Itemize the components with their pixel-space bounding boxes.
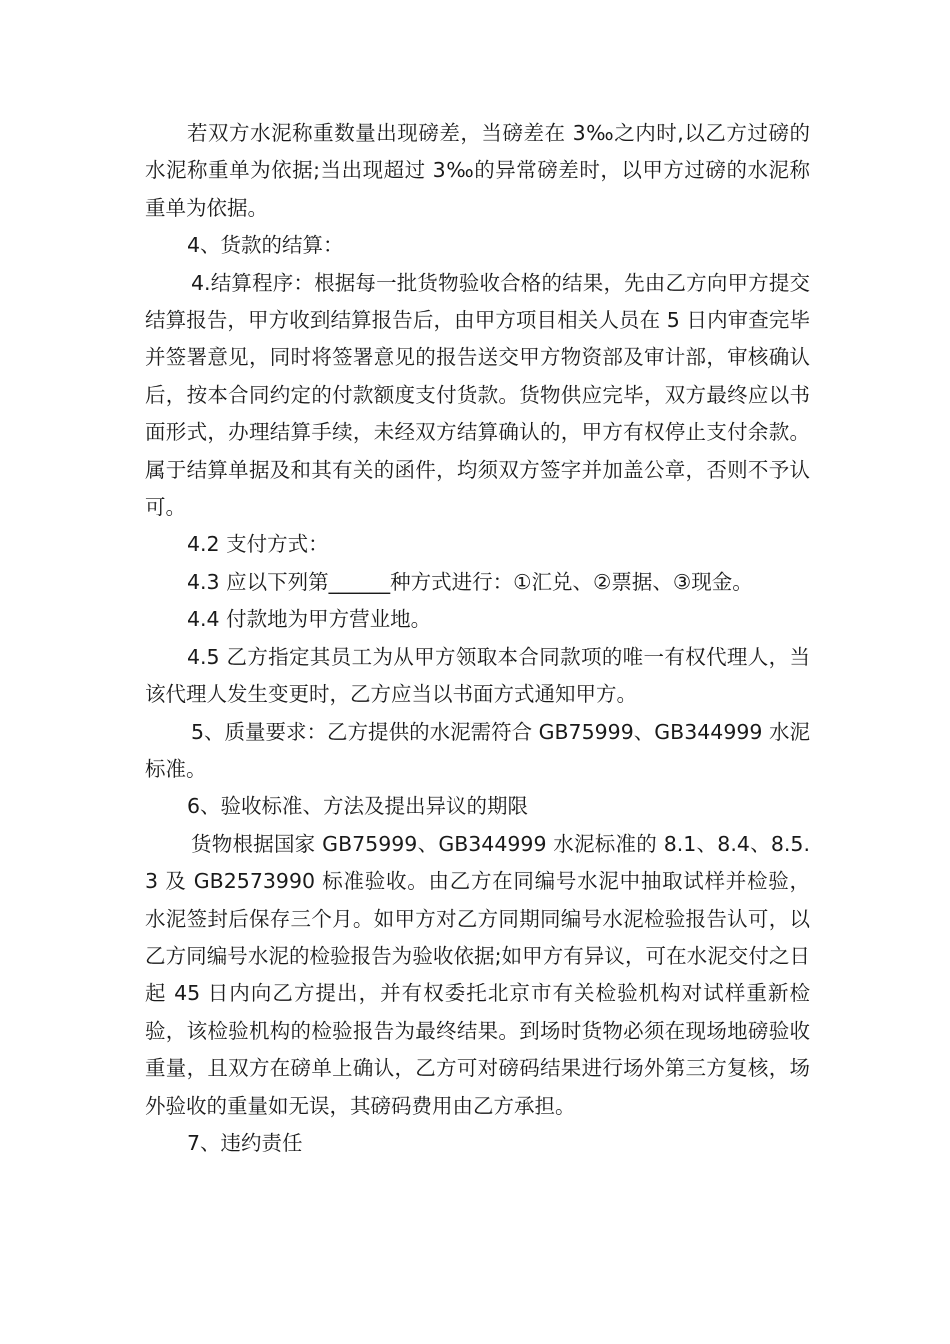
paragraph-quality-requirements: 5、质量要求：乙方提供的水泥需符合 GB75999、GB344999 水泥标准。 bbox=[145, 719, 810, 781]
paragraph-weighing-difference: 若双方水泥称重数量出现磅差，当磅差在 3‰之内时,以乙方过磅的水泥称重单为依据;当出现超过 3‰的异常磅差时，以甲方过磅的水泥称重单为依据。 bbox=[145, 121, 810, 220]
paragraph-payment-method: 4.2 支付方式： bbox=[187, 532, 329, 557]
paragraph-settlement-procedure: 4.结算程序：根据每一批货物验收合格的结果，先由乙方向甲方提交结算报告，甲方收到结算报告后，由甲方项目相关人员在 5 日内审查完毕并签署意见，同时将签署意见的报告送交甲方物资部及审计部，审核确认后，按本合同约定的付款额度支付货款。货物供应完毕，双方最终应以书面形式，办理结算手续，未经双方结算确认的，甲方有权停止支付余款。属于结算单据及和其有关的函件，均须双方签字并加盖公章，否则不予认可。 bbox=[145, 270, 810, 520]
paragraph-acceptance-details: 货物根据国家 GB75999、GB344999 水泥标准的 8.1、8.4、8.5.3 及 GB2573990 标准验收。由乙方在同编号水泥中抽取试样并检验，水泥签封后保存三个月。如甲方对乙方同期同编号水泥检验报告认可，以乙方同编号水泥的检验报告为验收依据;如甲方有异议，可在水泥交付之日起 45 日内向乙方提出，并有权委托北京市有关检验机构对试样重新检验，该检验机构的检验报告为最终结果。到场时货物必须在现场地磅验收重量，且双方在磅单上确认，乙方可对磅码结果进行场外第三方复核，场外验收的重量如无误，其磅码费用由乙方承担。 bbox=[145, 831, 810, 1118]
heading-payment-settlement: 4、货款的结算： bbox=[187, 233, 344, 258]
paragraph-authorized-agent: 4.5 乙方指定其员工为从甲方领取本合同款项的唯一有权代理人，当该代理人发生变更时，乙方应当以书面方式通知甲方。 bbox=[145, 644, 810, 707]
heading-liability-for-breach: 7、违约责任 bbox=[187, 1130, 303, 1155]
document-body bbox=[145, 115, 810, 1162]
paragraph-payment-options: 4.3 应以下列第______种方式进行：①汇兑、②票据、③现金。 bbox=[187, 569, 753, 594]
paragraph-payment-place: 4.4 付款地为甲方营业地。 bbox=[187, 607, 432, 632]
heading-acceptance-standards: 6、验收标准、方法及提出异议的期限 bbox=[187, 794, 529, 819]
